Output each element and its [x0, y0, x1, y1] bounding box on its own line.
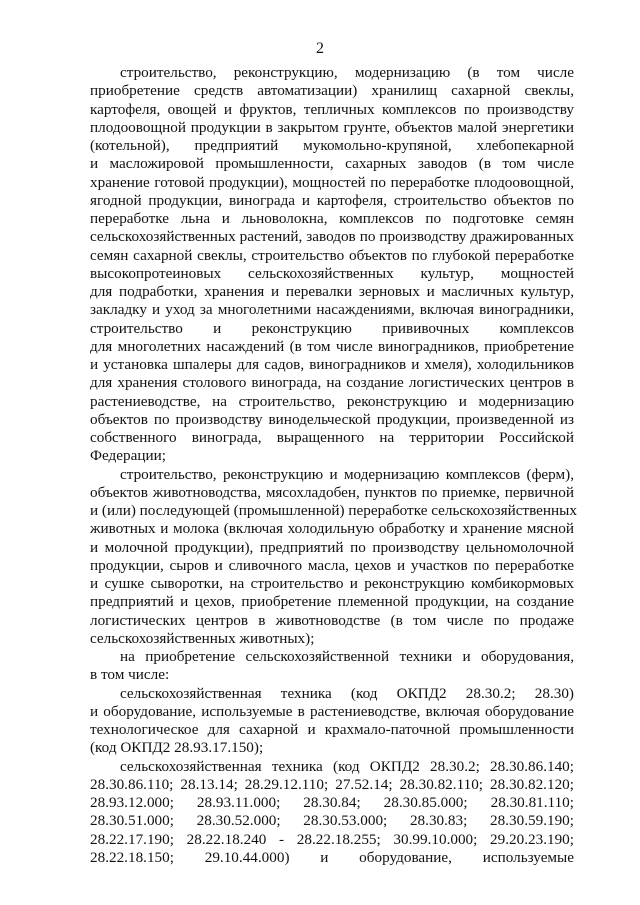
text-line: и установка шпалеры для садов, виноградников и хмеля), холодильников — [90, 356, 574, 373]
text-line: сельскохозяйственных животных); — [90, 629, 315, 647]
text-line: строительство, реконструкцию и модернизацию комплексов (ферм), — [120, 465, 574, 483]
text-line: высокопротеиновых сельскохозяйственных культур, мощностей — [90, 264, 574, 282]
text-line: (код ОКПД2 28.93.17.150); — [90, 739, 264, 757]
page-number: 2 — [316, 40, 324, 57]
paragraph — [90, 648, 574, 685]
text-line: объектов по производству винодельческой продукции, произведенной из — [90, 410, 574, 428]
text-line: закладку и уход за многолетними насаждениями, включая виноградники, — [90, 301, 574, 319]
text-line: 28.93.12.000; 28.93.11.000; 28.30.84; 28.30.85.000; 28.30.81.110; — [90, 794, 574, 811]
text-line: (котельной), предприятий мукомольно-крупяной, хлебопекарной — [90, 137, 574, 154]
text-line: 28.30.51.000; 28.30.52.000; 28.30.53.000; 28.30.83; 28.30.59.190; — [90, 812, 574, 830]
text-line: технологическое для сахарной и крахмало-паточной промышленности — [90, 721, 574, 738]
text-line: для многолетних насаждений (в том числе виноградников, приобретение — [90, 337, 574, 355]
text-line: растениеводстве, на строительство, реконструкцию и модернизацию — [90, 392, 574, 410]
text-line: 28.30.86.110; 28.13.14; 28.29.12.110; 27.52.14; 28.30.82.110; 28.30.82.120; — [90, 775, 574, 793]
paragraph — [90, 465, 577, 649]
text-line: для хранения столового винограда, на создание логистических центров в — [90, 374, 574, 392]
text-line: хранение готовой продукции), мощностей по переработке плодоовощной, — [90, 173, 574, 191]
text-line: на приобретение сельскохозяйственной техники и оборудования, — [120, 648, 574, 665]
text-line: 28.22.18.150; 29.10.44.000) и оборудование, используемые — [90, 848, 574, 866]
text-line: строительство и реконструкцию прививочных комплексов — [90, 319, 574, 337]
text-line: семян сахарной свеклы, строительство объектов по глубокой переработке — [90, 246, 574, 264]
text-line: ягодной продукции, винограда и картофеля, строительство объектов по — [90, 191, 574, 209]
text-line: и оборудование, используемые в растениеводстве, включая оборудование — [90, 702, 574, 720]
text-line: переработке льна и льноволокна, комплексов по подготовке семян — [90, 210, 574, 227]
text-line: предприятий и цехов, приобретение племенной продукции, на создание — [90, 593, 574, 611]
text-line: и молочной продукции), предприятий по производству цельномолочной — [90, 538, 574, 556]
text-line: Федерации; — [90, 447, 166, 465]
text-line: логистических центров в животноводстве (в том числе по продаже — [90, 611, 574, 629]
text-line: и масложировой промышленности, сахарных заводов (в том числе — [90, 155, 574, 173]
text-line: для подработки, хранения и перевалки зерновых и масличных культур, — [90, 283, 574, 300]
text-line: сельскохозяйственная техника (код ОКПД2 28.30.2; 28.30.86.140; — [120, 757, 574, 775]
text-line: собственного винограда, выращенного на территории Российской — [90, 429, 574, 446]
document-body — [90, 64, 577, 867]
text-line: сельскохозяйственная техника (код ОКПД2 28.30.2; 28.30) — [120, 684, 574, 702]
text-line: продукции, сыров и сливочного масла, цехов и участков по переработке — [90, 556, 574, 574]
paragraph — [90, 64, 574, 466]
text-line: объектов животноводства, мясохладобен, пунктов по приемке, первичной — [90, 483, 574, 501]
text-line: и (или) последующей (промышленной) переработке сельскохозяйственных — [90, 502, 577, 519]
text-line: животных и молока (включая холодильную обработку и хранение мясной — [90, 520, 574, 538]
text-line: плодоовощной продукции в закрытом грунте, объектов малой энергетики — [90, 118, 574, 136]
paragraph — [90, 685, 574, 758]
text-line: строительство, реконструкцию, модернизацию (в том числе — [120, 64, 574, 81]
text-line: приобретение средств автоматизации) хранилищ сахарной свеклы, — [90, 82, 574, 100]
text-line: сельскохозяйственных растений, заводов по производству дражированных — [90, 228, 574, 246]
text-line: 28.22.17.190; 28.22.18.240 - 28.22.18.255; 30.99.10.000; 29.20.23.190; — [90, 830, 574, 848]
text-line: картофеля, овощей и фруктов, тепличных комплексов по производству — [90, 100, 574, 118]
text-line: и сушке сыворотки, на строительство и реконструкцию комбикормовых — [90, 575, 574, 592]
text-line: в том числе: — [90, 666, 170, 684]
paragraph — [90, 758, 574, 868]
